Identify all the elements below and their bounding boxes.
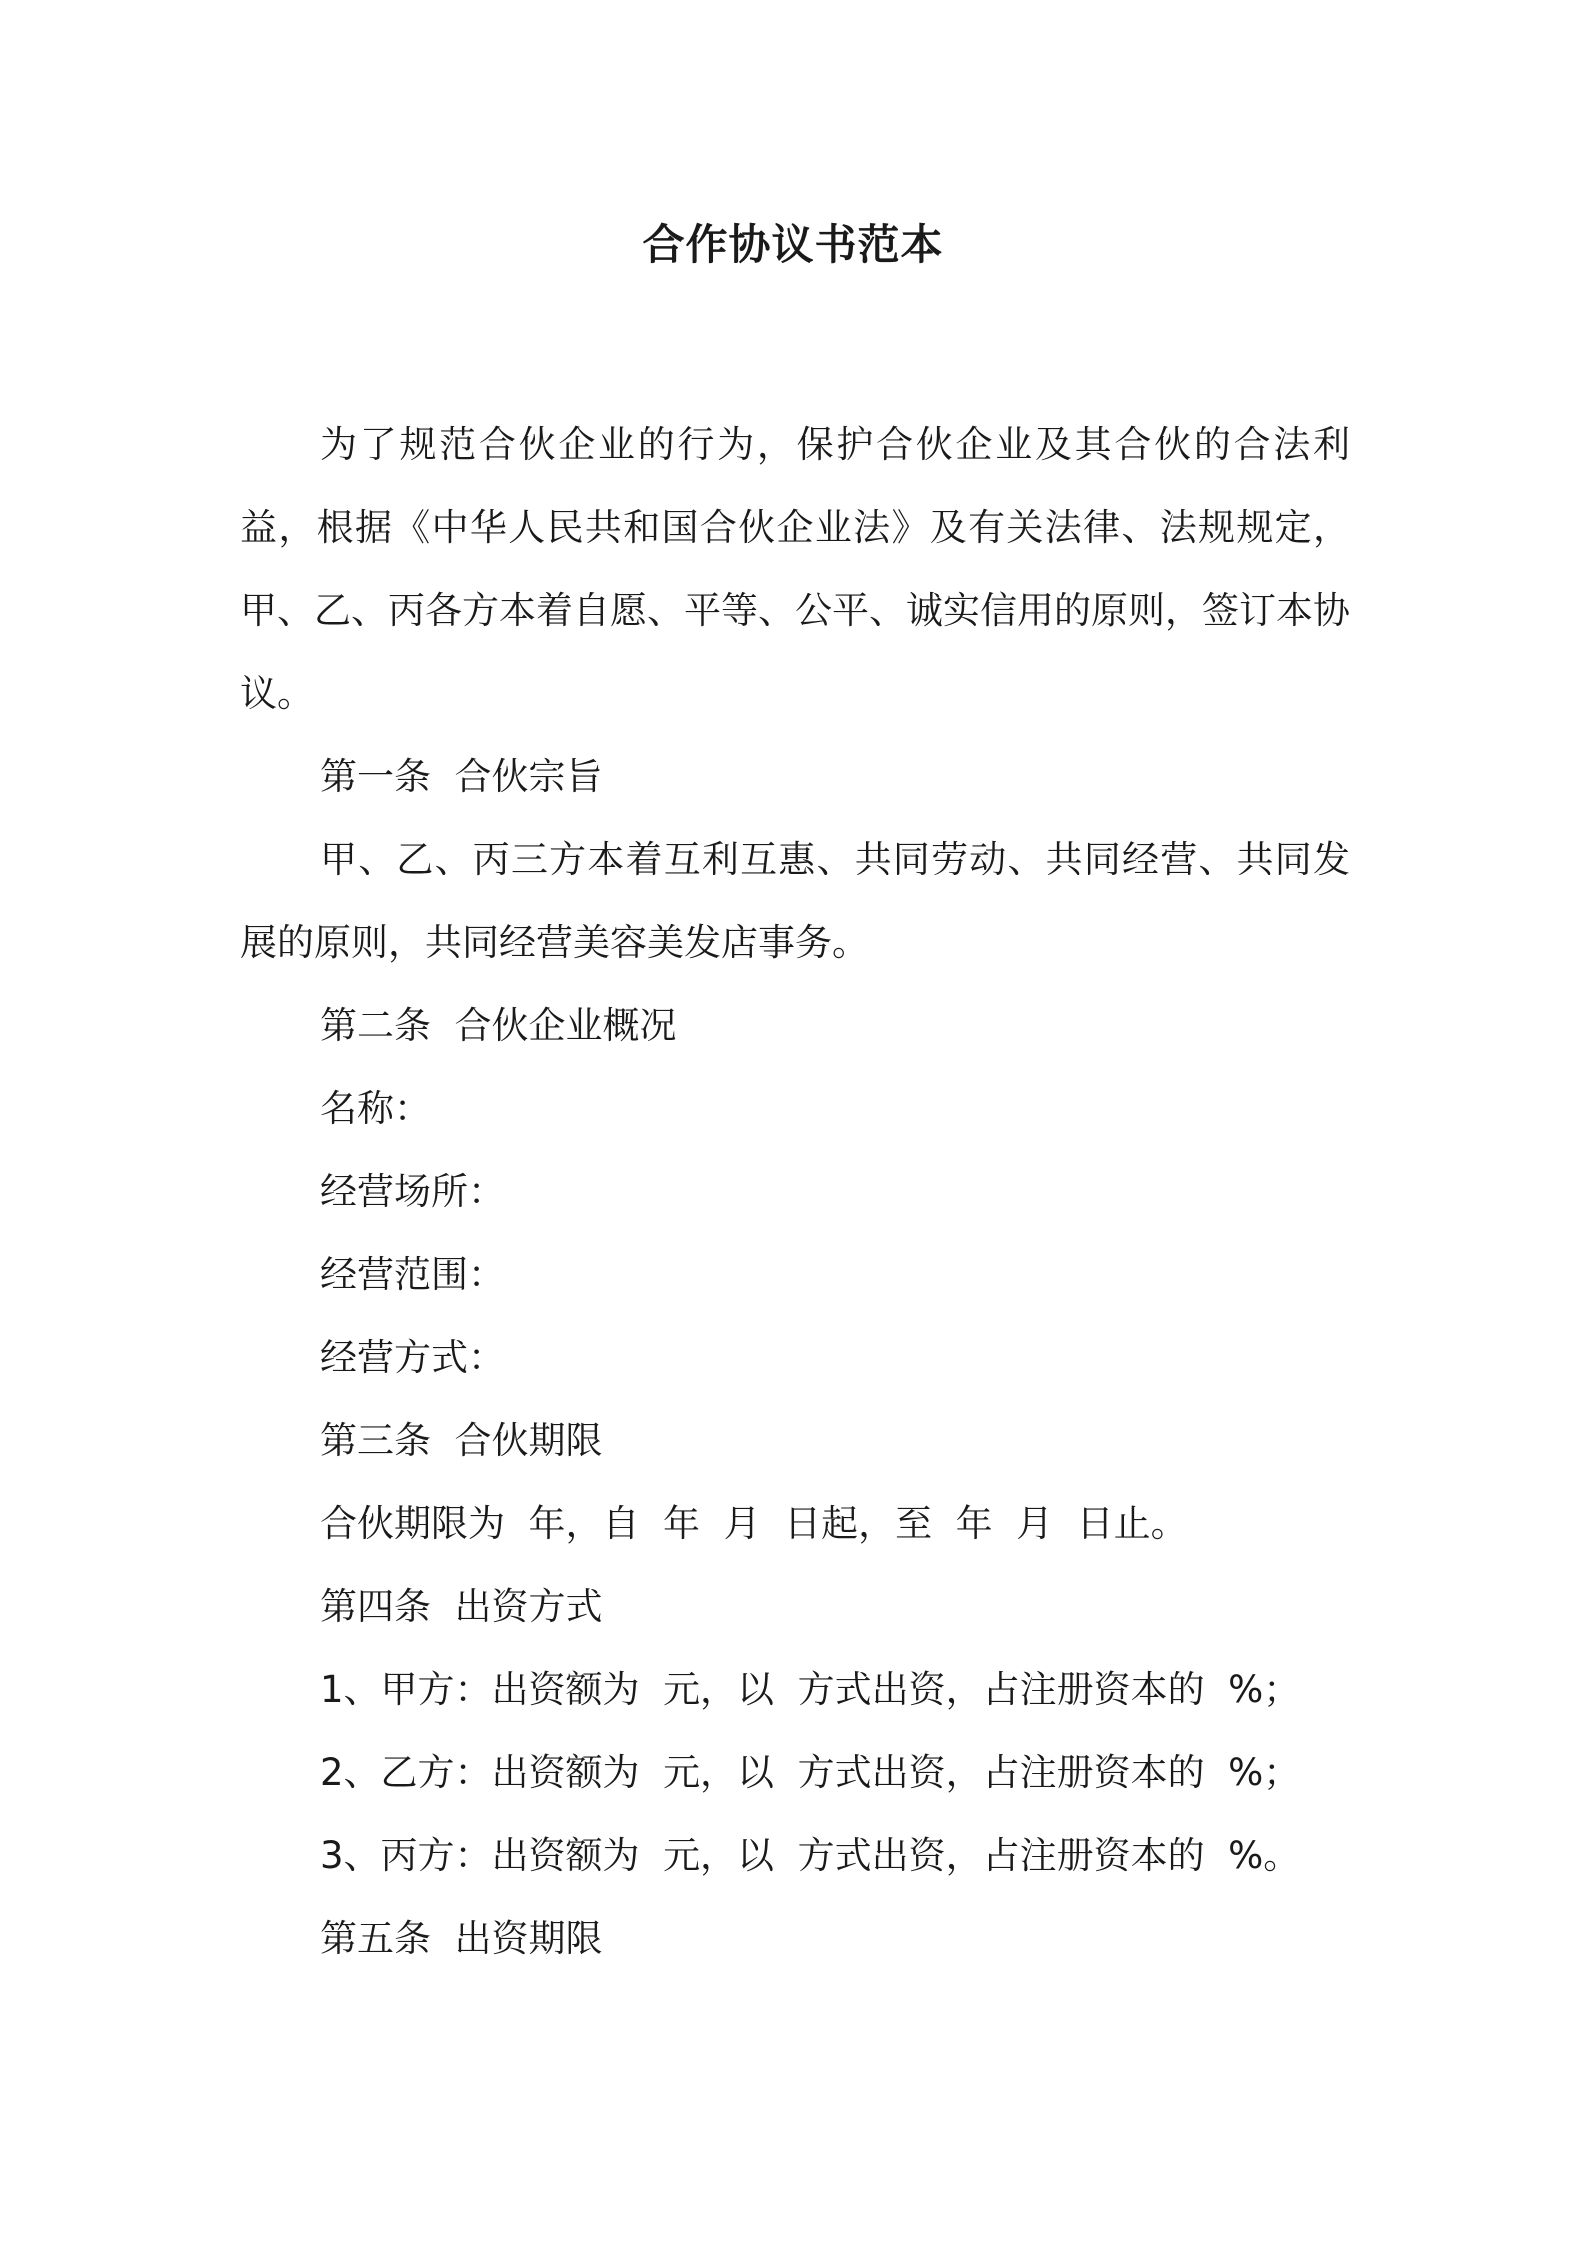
article4-heading: 第四条 出资方式 (320, 1585, 603, 1628)
contribution-item-c: 3、丙方：出资额为 元，以 方式出资，占注册资本的 %。 (320, 1834, 1301, 1877)
article1-body: 甲、乙、丙三方本着互利互惠、共同劳动、共同经营、共同发展的原则，共同经营美容美发店事务。 (240, 838, 1350, 964)
document-body (240, 403, 1350, 1980)
intro-paragraph: 为了规范合伙企业的行为，保护合伙企业及其合伙的合法利益，根据《中华人民共和国合伙企业法》及有关法律、法规规定，甲、乙、丙各方本着自愿、平等、公平、诚实信用的原则，签订本协议。 (240, 423, 1350, 715)
contribution-item-a: 1、甲方：出资额为 元，以 方式出资，占注册资本的 %； (320, 1668, 1301, 1711)
article3-body: 合伙期限为 年，自 年 月 日起，至 年 月 日止。 (320, 1502, 1188, 1545)
article3-heading: 第三条 合伙期限 (320, 1419, 603, 1462)
article1-heading: 第一条 合伙宗旨 (320, 755, 603, 798)
place-label: 经营场所： (320, 1170, 505, 1213)
document-title: 合作协议书范本 (642, 220, 944, 269)
contribution-item-b: 2、乙方：出资额为 元，以 方式出资，占注册资本的 %； (320, 1751, 1301, 1794)
scope-label: 经营范围： (320, 1253, 505, 1296)
article2-heading: 第二条 合伙企业概况 (320, 1004, 677, 1047)
mode-label: 经营方式： (320, 1336, 505, 1379)
article5-heading: 第五条 出资期限 (320, 1917, 603, 1960)
name-label: 名称： (320, 1087, 431, 1130)
